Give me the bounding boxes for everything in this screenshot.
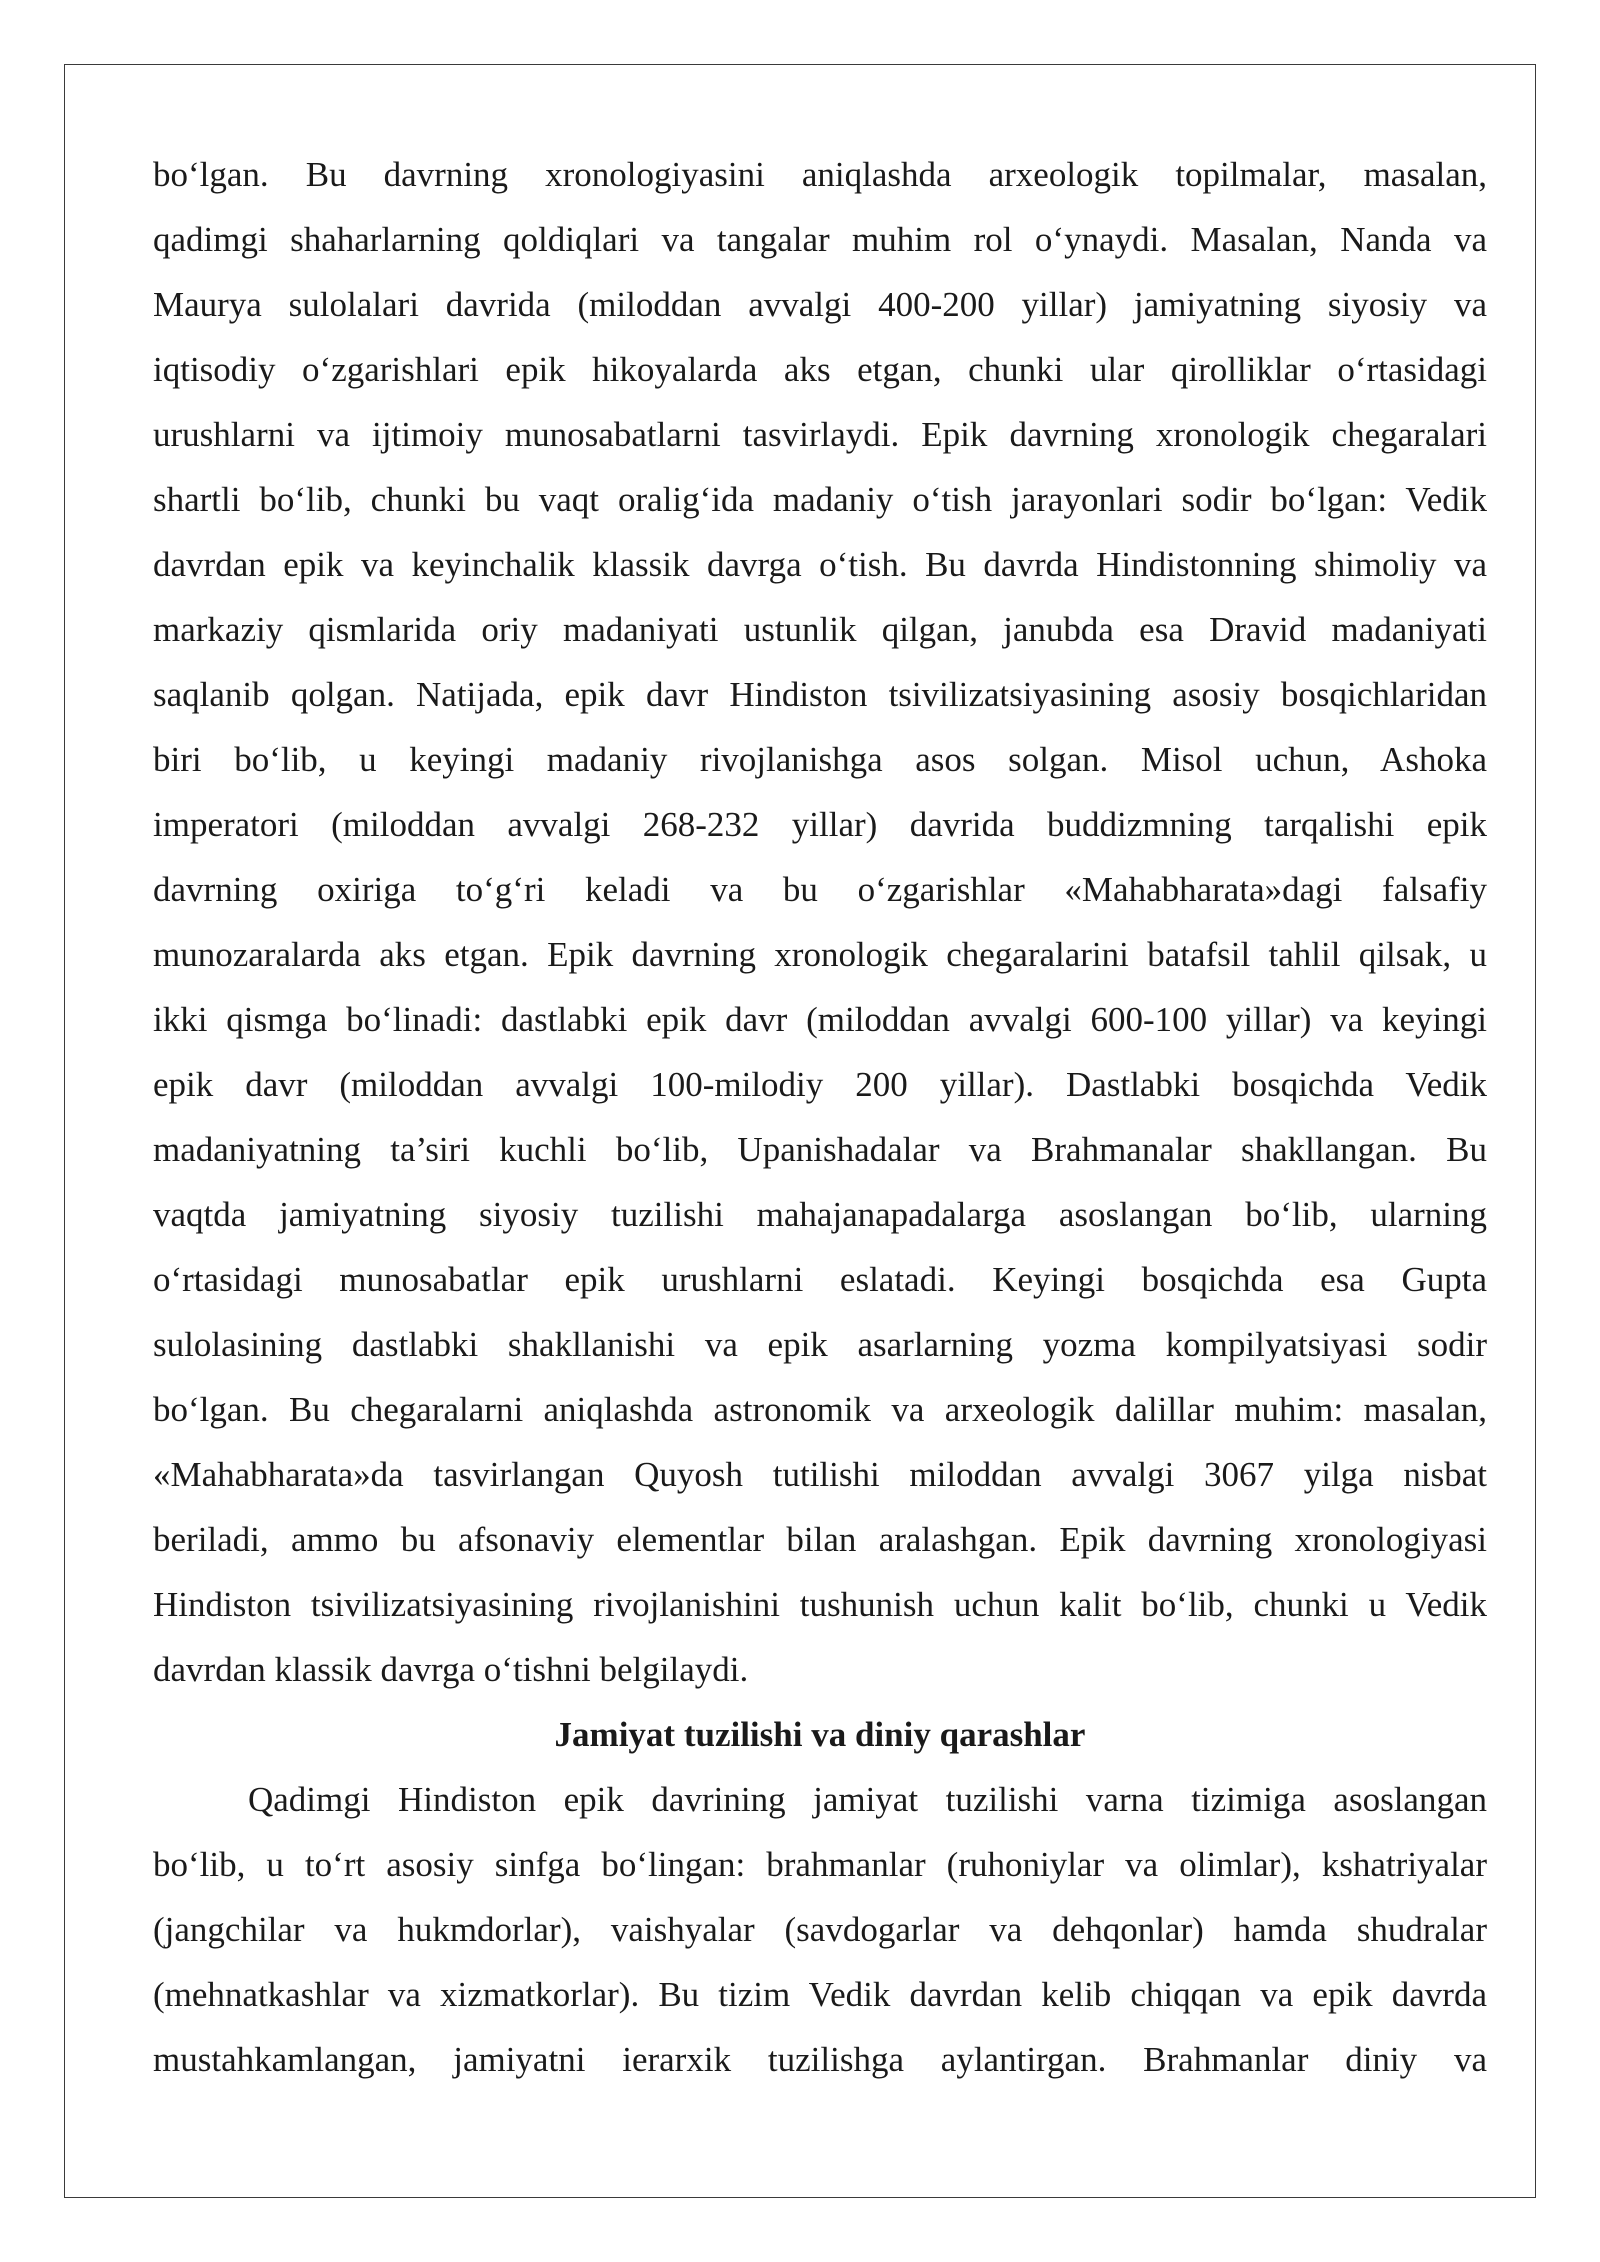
text-line: urushlarni va ijtimoiy munosabatlarni tasvirlaydi. Epik davrning xronologik chegaralari: [153, 415, 1487, 454]
text-line: o‘rtasidagi munosabatlar epik urushlarni eslatadi. Keyingi bosqichda esa Gupta: [153, 1260, 1487, 1299]
text-line: Qadimgi Hindiston epik davrining jamiyat tuzilishi varna tizimiga asoslangan: [248, 1780, 1487, 1819]
text-line: munozaralarda aks etgan. Epik davrning xronologik chegaralarini batafsil tahlil qilsak, u: [153, 935, 1487, 974]
text-line: biri bo‘lib, u keyingi madaniy rivojlanishga asos solgan. Misol uchun, Ashoka: [153, 740, 1487, 779]
text-line: saqlanib qolgan. Natijada, epik davr Hindiston tsivilizatsiyasining asosiy bosqichlaridan: [153, 675, 1487, 714]
text-line: iqtisodiy o‘zgarishlari epik hikoyalarda aks etgan, chunki ular qirolliklar o‘rtasidagi: [153, 350, 1487, 389]
text-line: qadimgi shaharlarning qoldiqlari va tangalar muhim rol o‘ynaydi. Masalan, Nanda va: [153, 220, 1487, 259]
paragraph-society: [153, 1767, 1487, 2092]
text-line: bo‘lgan. Bu davrning xronologiyasini aniqlashda arxeologik topilmalar, masalan,: [153, 155, 1487, 194]
text-line: imperatori (miloddan avvalgi 268-232 yillar) davrida buddizmning tarqalishi epik: [153, 805, 1487, 844]
text-line: epik davr (miloddan avvalgi 100-milodiy 200 yillar). Dastlabki bosqichda Vedik: [153, 1065, 1487, 1104]
text-line: mustahkamlangan, jamiyatni ierarxik tuzilishga aylantirgan. Brahmanlar diniy va: [153, 2040, 1487, 2079]
text-line: (mehnatkashlar va xizmatkorlar). Bu tizim Vedik davrdan kelib chiqqan va epik davrda: [153, 1975, 1487, 2014]
document-body: [153, 142, 1487, 2092]
text-line: bo‘lib, u to‘rt asosiy sinfga bo‘lingan: brahmanlar (ruhoniylar va olimlar), kshatriyalar: [153, 1845, 1487, 1884]
text-line: «Mahabharata»da tasvirlangan Quyosh tutilishi miloddan avvalgi 3067 yilga nisbat: [153, 1455, 1487, 1494]
text-line: davrdan epik va keyinchalik klassik davrga o‘tish. Bu davrda Hindistonning shimoliy va: [153, 545, 1487, 584]
text-line: shartli bo‘lib, chunki bu vaqt oralig‘ida madaniy o‘tish jarayonlari sodir bo‘lgan: Vedik: [153, 480, 1487, 519]
text-line: (jangchilar va hukmdorlar), vaishyalar (savdogarlar va dehqonlar) hamda shudralar: [153, 1910, 1487, 1949]
text-line: vaqtda jamiyatning siyosiy tuzilishi mahajanapadalarga asoslangan bo‘lib, ularning: [153, 1195, 1487, 1234]
text-line: ikki qismga bo‘linadi: dastlabki epik davr (miloddan avvalgi 600-100 yillar) va keyingi: [153, 1000, 1487, 1039]
text-line: davrning oxiriga to‘g‘ri keladi va bu o‘zgarishlar «Mahabharata»dagi falsafiy: [153, 870, 1487, 909]
text-line: markaziy qismlarida oriy madaniyati ustunlik qilgan, janubda esa Dravid madaniyati: [153, 610, 1487, 649]
text-line: madaniyatning ta’siri kuchli bo‘lib, Upanishadalar va Brahmanalar shakllangan. Bu: [153, 1130, 1487, 1169]
text-line: Maurya sulolalari davrida (miloddan avvalgi 400-200 yillar) jamiyatning siyosiy va: [153, 285, 1487, 324]
text-line: sulolasining dastlabki shakllanishi va epik asarlarning yozma kompilyatsiyasi sodir: [153, 1325, 1487, 1364]
text-line: bo‘lgan. Bu chegaralarni aniqlashda astronomik va arxeologik dalillar muhim: masalan,: [153, 1390, 1487, 1429]
text-line: Hindiston tsivilizatsiyasining rivojlanishini tushunish uchun kalit bo‘lib, chunki u Vedik: [153, 1585, 1487, 1624]
paragraph-chronology: [153, 142, 1487, 1702]
section-heading: Jamiyat tuzilishi va diniy qarashlar: [554, 1715, 1086, 1754]
text-line: beriladi, ammo bu afsonaviy elementlar bilan aralashgan. Epik davrning xronologiyasi: [153, 1520, 1487, 1559]
text-line: davrdan klassik davrga o‘tishni belgilaydi.: [153, 1650, 749, 1689]
